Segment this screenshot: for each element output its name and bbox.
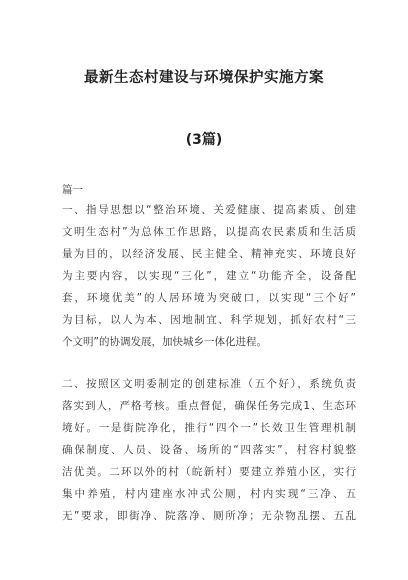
section-label: 篇一	[62, 184, 83, 196]
paragraph-line: 境好。一是街院净化，推行“四个一”长效卫生管理机制	[62, 422, 356, 434]
paragraph-line: 套，环境优美”的人居环境为突破口，以实现“三个好”	[62, 292, 356, 304]
paragraph-line: 二、按照区文明委制定的创建标准（五个好），系统负责	[62, 378, 356, 390]
paragraph-line: 洁优美。二环以外的村（皖新村）要建立养殖小区，实行	[62, 466, 356, 478]
paragraph-line: 落实到人，严格考核。重点督促，确保任务完成1、生态环	[62, 400, 356, 412]
paragraph-line: 为目标，以人为本、因地制宜、科学规划，抓好农村“三	[62, 314, 356, 326]
paragraph-line: 为主要内容，以实现“三化”，建立“功能齐全，设备配	[62, 270, 356, 282]
paragraph-line: 个文明”的协调发展，加快城乡一体化进程。	[62, 336, 267, 348]
paragraph-creation-standards	[62, 373, 356, 527]
document-subtitle: (3篇)	[185, 132, 223, 148]
document-title: 最新生态村建设与环境保护实施方案	[84, 70, 324, 86]
paragraph-line: 量为目的，以经济发展、民主健全、精神充实、环境良好	[62, 248, 356, 260]
paragraph-line: 一、指导思想以“整治环境、关爱健康、提高素质、创建	[62, 204, 356, 216]
paragraph-line: 集中养殖，村内建座水冲式公厕，村内实现“三净、五	[62, 488, 356, 500]
paragraph-guiding-ideology	[62, 199, 356, 353]
paragraph-line: 文明生态村”为总体工作思路，以提高农民素质和生活质	[62, 226, 356, 238]
paragraph-line: 无”要求，即街净、院落净、厕所净；无杂物乱摆、五乱	[62, 510, 356, 522]
paragraph-line: 确保制度、人员、设备、场所的“四落实”，村容村貌整	[62, 444, 356, 456]
